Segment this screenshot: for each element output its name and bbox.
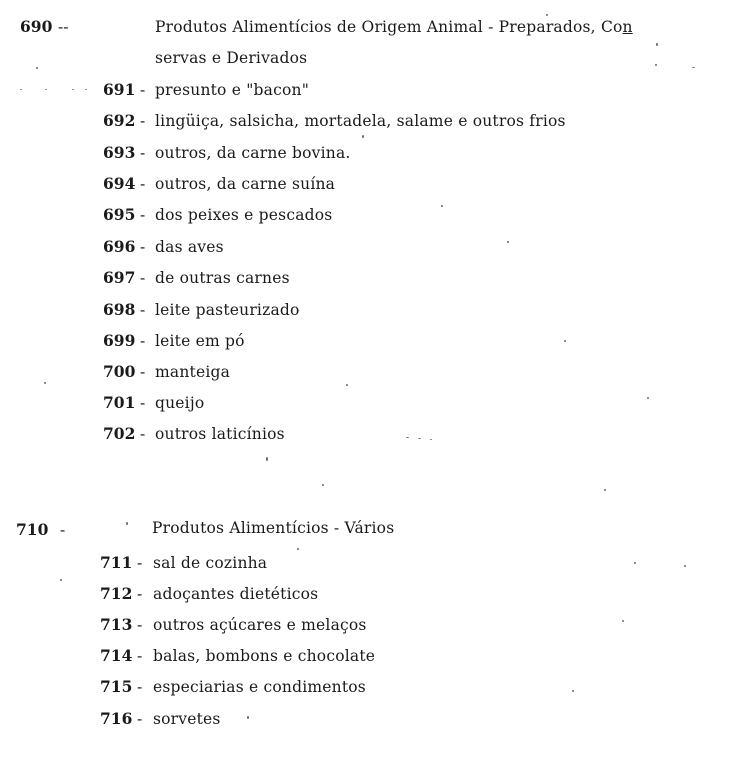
item-label: outros laticínios [155,425,285,443]
scan-speck [60,579,62,581]
item-label: especiarias e condimentos [153,678,366,696]
item-code: 691 [103,80,136,99]
item-label: lingüiça, salsicha, mortadela, salame e outros frios [155,112,566,130]
item-code: 700 [103,362,136,381]
scan-speck [656,43,658,46]
item-dash: - [140,394,146,412]
scan-speck [634,562,636,564]
scan-speck [36,67,38,69]
item-code: 715 [100,677,133,696]
scan-speck [346,384,348,386]
item-dash: - [137,710,143,728]
section-title-line1-underlined-char: n [622,18,633,36]
item-dash: - [137,647,143,665]
scan-speck [604,489,606,491]
item-dash: - [140,175,146,193]
item-label: outros, da carne suína [155,175,336,193]
scan-speck [441,205,443,207]
scan-speck [20,89,22,90]
item-dash: - [140,238,146,256]
item-label: sorvetes [153,710,221,728]
item-label: outros, da carne bovina. [155,144,351,162]
scan-speck [655,64,657,66]
item-dash: - [140,144,146,162]
scan-speck [247,716,249,719]
scan-speck [85,89,87,90]
section-dash: - [60,521,66,539]
item-code: 694 [103,174,136,193]
item-dash: - [137,616,143,634]
scan-speck [406,437,409,438]
item-dash: - [140,206,146,224]
section-title-line1-main: Produtos Alimentícios de Origem Animal - Preparados, Co [155,18,623,36]
scan-speck [647,397,649,399]
item-label: dos peixes e pescados [155,206,333,224]
item-code: 713 [100,615,133,634]
item-code: 697 [103,268,136,287]
item-dash: - [137,554,143,572]
item-label: queijo [155,394,205,412]
item-label: de outras carnes [155,269,290,287]
scan-speck [266,457,268,461]
item-dash: - [140,112,146,130]
item-code: 699 [103,331,136,350]
item-code: 711 [100,553,133,572]
scan-speck [44,382,46,384]
scan-speck [72,89,74,90]
scan-speck [297,548,299,550]
item-code: 698 [103,300,136,319]
item-dash: - [140,363,146,381]
section-code: 690 [20,17,53,36]
item-label: balas, bombons e chocolate [153,647,376,665]
item-dash: - [140,301,146,319]
scan-speck [45,89,47,90]
scan-speck [322,484,324,486]
scan-speck [362,135,364,138]
scan-speck [126,522,128,525]
scan-speck [546,14,548,16]
section-dash: -- [58,18,69,36]
section-code: 710 [16,520,49,539]
item-label: leite em pó [155,332,245,350]
item-code: 693 [103,143,136,162]
scan-speck [507,241,509,243]
item-code: 702 [103,424,136,443]
item-dash: - [137,585,143,603]
item-code: 712 [100,584,133,603]
item-code: 716 [100,709,133,728]
item-dash: - [140,332,146,350]
scan-speck [622,620,624,622]
item-label: das aves [155,238,224,256]
item-label: leite pasteurizado [155,301,300,319]
scan-speck [692,67,695,68]
item-dash: - [140,269,146,287]
item-code: 692 [103,111,136,130]
item-label: presunto e "bacon" [155,81,310,99]
section-title-line1 [155,17,633,37]
item-label: adoçantes dietéticos [153,585,319,603]
item-code: 695 [103,205,136,224]
section-title: Produtos Alimentícios - Vários [152,519,395,537]
item-label: manteiga [155,363,231,381]
item-code: 714 [100,646,133,665]
item-label: sal de cozinha [153,554,268,572]
scan-speck [430,439,432,440]
scan-speck [572,690,574,692]
item-code: 696 [103,237,136,256]
section-title-line2: servas e Derivados [155,49,308,67]
item-dash: - [140,81,146,99]
scan-speck [684,565,686,567]
item-label: outros açúcares e melaços [153,616,367,634]
scan-speck [564,340,566,342]
item-dash: - [137,678,143,696]
item-code: 701 [103,393,136,412]
scan-speck [418,438,421,439]
item-dash: - [140,425,146,443]
